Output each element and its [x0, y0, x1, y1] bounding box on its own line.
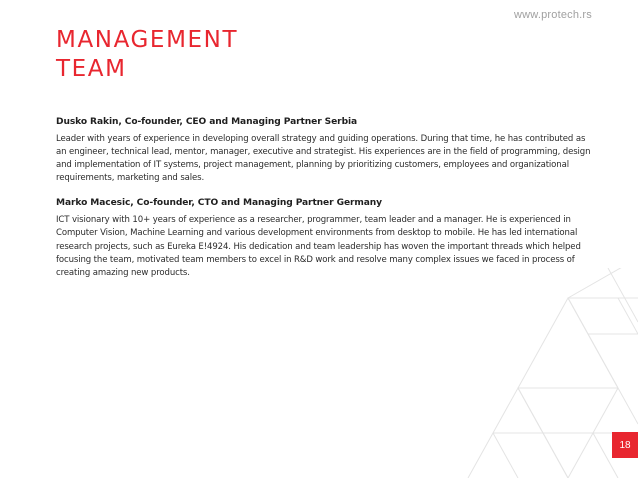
site-url: www.protech.rs: [514, 9, 592, 21]
page-title-line-2: TEAM: [56, 56, 127, 82]
team-members: [56, 116, 596, 292]
member-name: Dusko Rakin, Co-founder, CEO and Managing Partner Serbia: [56, 117, 358, 127]
page-title-line-1: MANAGEMENT: [56, 27, 239, 53]
member-ceo: [56, 116, 596, 185]
page-title: [56, 26, 238, 84]
geometric-triangle-pattern-icon: [458, 268, 638, 478]
member-bio: ICT visionary with 10+ years of experience as a researcher, programmer, team leader and a manager. He is experienced in Computer Vision, Machine Learning and various development environments from desktop to mobile. He has led international research projects, such as Eureka E!4924. His dedication and team leadership has woven the important threads which helped focusing the team, motivated team members to excel in R&D work and resolve many complex issues we faced in process of creating amazing new products.: [56, 215, 581, 278]
page-number: 18: [612, 432, 638, 458]
member-bio: Leader with years of experience in developing overall strategy and guiding operations. During that time, he has contributed as an engineer, technical lead, mentor, manager, executive and strategist. His experiences are in the field of programming, design and implementation of IT systems, project management, planning by prioritizing customers, employees and organizational requirements, marketing and sales.: [56, 134, 591, 184]
member-name: Marko Macesic, Co-founder, CTO and Managing Partner Germany: [56, 198, 383, 209]
